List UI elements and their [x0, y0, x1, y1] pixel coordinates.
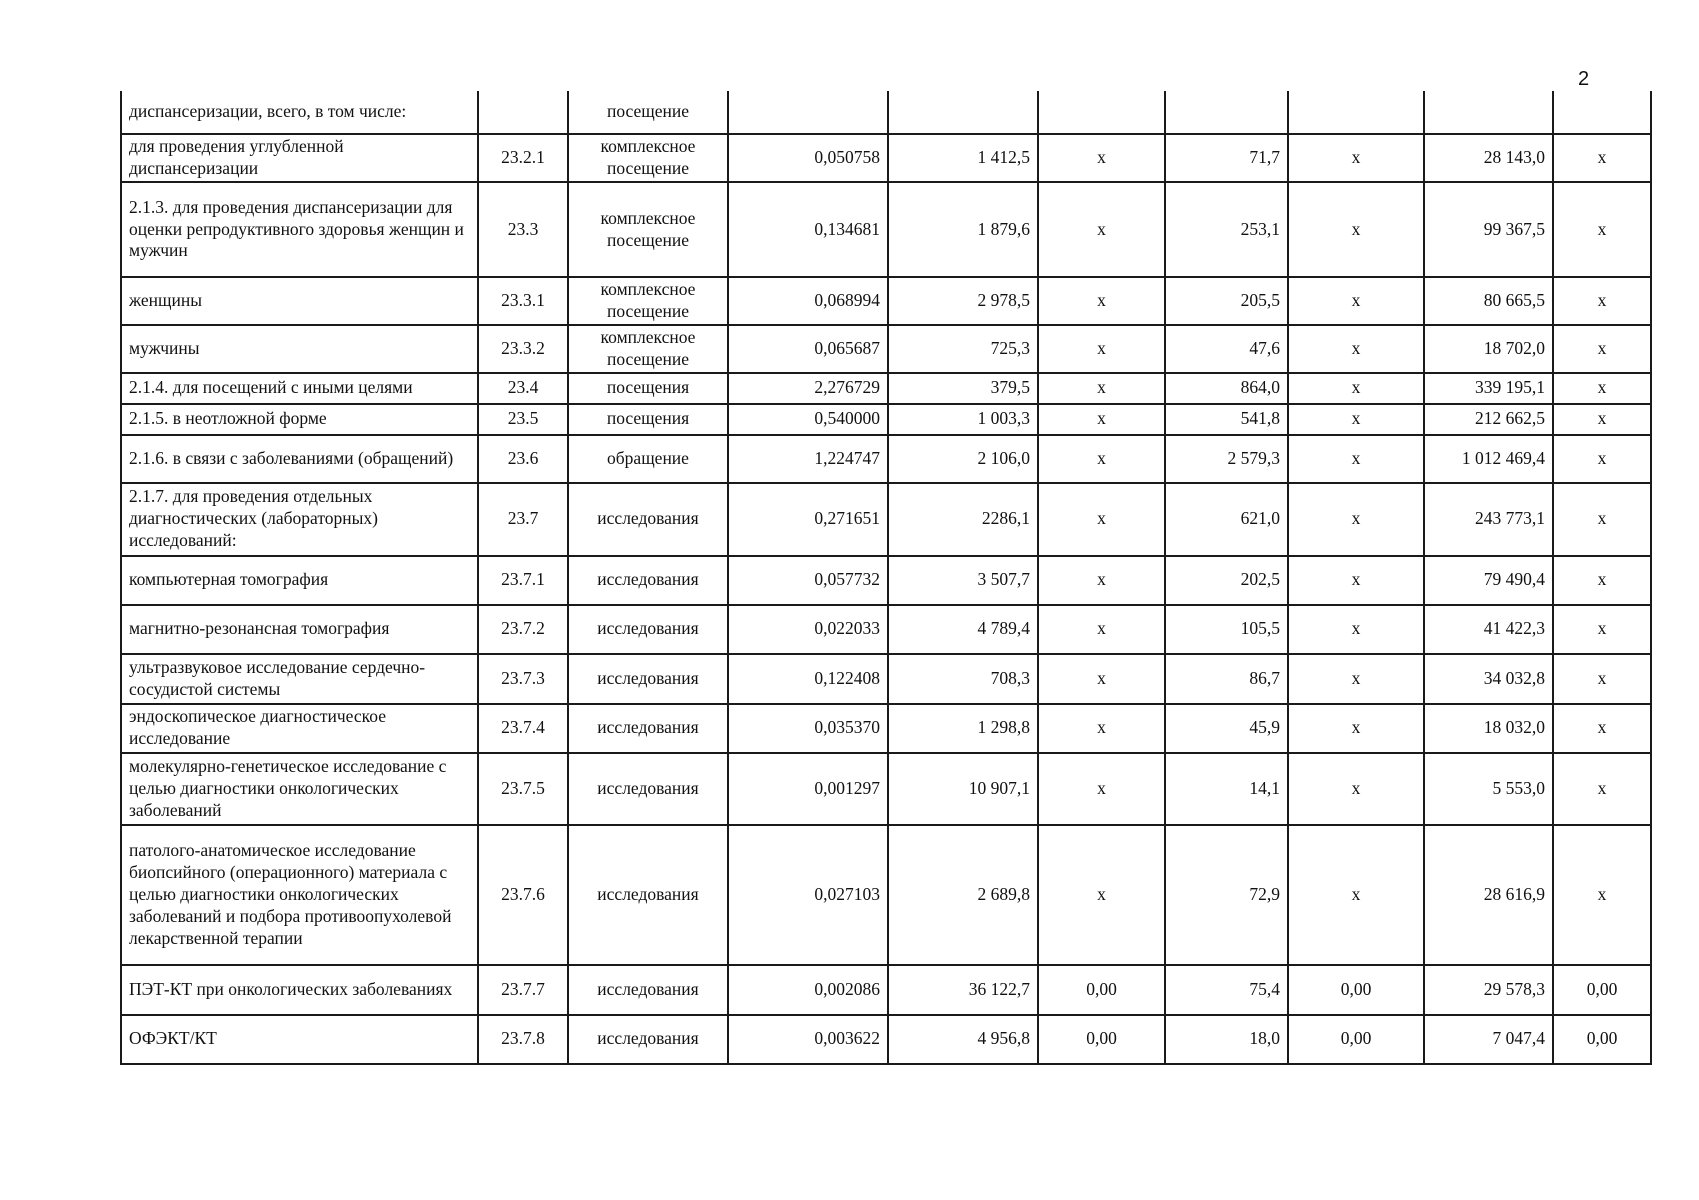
row-c7: 253,1: [1165, 182, 1288, 277]
row-c7: 2 579,3: [1165, 435, 1288, 483]
row-unit: исследования: [568, 605, 728, 654]
row-c8: х: [1288, 134, 1424, 182]
row-c4: 0,050758: [728, 134, 888, 182]
table-row: [121, 134, 1651, 182]
table-row: [121, 965, 1651, 1015]
row-name: женщины: [121, 277, 478, 325]
row-c7: [1165, 91, 1288, 134]
row-c6: х: [1038, 825, 1165, 965]
row-c10: х: [1553, 325, 1651, 373]
row-c9: [1424, 91, 1553, 134]
row-c10: х: [1553, 277, 1651, 325]
row-c4: 0,065687: [728, 325, 888, 373]
row-c9: 18 702,0: [1424, 325, 1553, 373]
row-c6: х: [1038, 753, 1165, 825]
row-c8: х: [1288, 704, 1424, 753]
row-c9: 339 195,1: [1424, 373, 1553, 404]
row-code: [478, 91, 568, 134]
row-c8: х: [1288, 825, 1424, 965]
row-name: 2.1.7. для проведения отдельных диагностических (лабораторных) исследований:: [121, 483, 478, 556]
table-row: [121, 182, 1651, 277]
table-row: [121, 605, 1651, 654]
row-c4: 2,276729: [728, 373, 888, 404]
table-row: [121, 483, 1651, 556]
row-c7: 541,8: [1165, 404, 1288, 435]
row-name: ПЭТ-КТ при онкологических заболеваниях: [121, 965, 478, 1015]
row-name: 2.1.5. в неотложной форме: [121, 404, 478, 435]
row-code: 23.3.2: [478, 325, 568, 373]
row-c6: х: [1038, 373, 1165, 404]
row-code: 23.3.1: [478, 277, 568, 325]
row-c5: 725,3: [888, 325, 1038, 373]
row-code: 23.7.3: [478, 654, 568, 704]
row-unit: обращение: [568, 435, 728, 483]
row-c6: х: [1038, 325, 1165, 373]
row-c4: 0,271651: [728, 483, 888, 556]
row-c10: х: [1553, 704, 1651, 753]
row-c7: 14,1: [1165, 753, 1288, 825]
row-c5: 708,3: [888, 654, 1038, 704]
row-c9: 34 032,8: [1424, 654, 1553, 704]
row-c10: х: [1553, 556, 1651, 605]
row-c7: 72,9: [1165, 825, 1288, 965]
row-c5: 3 507,7: [888, 556, 1038, 605]
row-unit: исследования: [568, 704, 728, 753]
row-c8: х: [1288, 373, 1424, 404]
row-name: для проведения углубленной диспансеризации: [121, 134, 478, 182]
row-unit: комплексное посещение: [568, 134, 728, 182]
row-c7: 105,5: [1165, 605, 1288, 654]
row-name: ОФЭКТ/КТ: [121, 1015, 478, 1064]
row-code: 23.2.1: [478, 134, 568, 182]
row-c6: х: [1038, 704, 1165, 753]
row-c7: 47,6: [1165, 325, 1288, 373]
row-c6: х: [1038, 483, 1165, 556]
row-c9: 29 578,3: [1424, 965, 1553, 1015]
row-c6: х: [1038, 182, 1165, 277]
table-row: [121, 556, 1651, 605]
row-c4: 0,035370: [728, 704, 888, 753]
row-c8: х: [1288, 277, 1424, 325]
row-c7: 864,0: [1165, 373, 1288, 404]
row-name: патолого-анатомическое исследование биопсийного (операционного) материала с целью диагностики онкологических заболеваний и подбора противоопухолевой лекарственной терапии: [121, 825, 478, 965]
row-unit: исследования: [568, 965, 728, 1015]
row-c9: 7 047,4: [1424, 1015, 1553, 1064]
row-c5: 4 789,4: [888, 605, 1038, 654]
row-c5: 2 106,0: [888, 435, 1038, 483]
row-code: 23.4: [478, 373, 568, 404]
row-c4: 0,027103: [728, 825, 888, 965]
table-row: [121, 435, 1651, 483]
row-c7: 18,0: [1165, 1015, 1288, 1064]
row-c4: 0,057732: [728, 556, 888, 605]
row-code: 23.7.4: [478, 704, 568, 753]
row-code: 23.6: [478, 435, 568, 483]
row-c9: 28 143,0: [1424, 134, 1553, 182]
row-c10: х: [1553, 483, 1651, 556]
row-code: 23.7.5: [478, 753, 568, 825]
row-c5: 1 879,6: [888, 182, 1038, 277]
row-code: 23.7.8: [478, 1015, 568, 1064]
row-name: магнитно-резонансная томография: [121, 605, 478, 654]
row-c6: х: [1038, 134, 1165, 182]
row-c9: 212 662,5: [1424, 404, 1553, 435]
row-c8: х: [1288, 325, 1424, 373]
row-c4: 0,002086: [728, 965, 888, 1015]
row-name: ультразвуковое исследование сердечно-сосудистой системы: [121, 654, 478, 704]
row-c9: 1 012 469,4: [1424, 435, 1553, 483]
row-c8: х: [1288, 435, 1424, 483]
row-c6: х: [1038, 277, 1165, 325]
table-row: [121, 654, 1651, 704]
row-c9: 5 553,0: [1424, 753, 1553, 825]
row-c7: 202,5: [1165, 556, 1288, 605]
row-c7: 86,7: [1165, 654, 1288, 704]
row-c7: 205,5: [1165, 277, 1288, 325]
row-code: 23.7: [478, 483, 568, 556]
row-c4: 0,134681: [728, 182, 888, 277]
row-c5: 2 689,8: [888, 825, 1038, 965]
row-c5: 10 907,1: [888, 753, 1038, 825]
row-c10: х: [1553, 753, 1651, 825]
table-row: [121, 373, 1651, 404]
row-c7: 45,9: [1165, 704, 1288, 753]
row-unit: комплексное посещение: [568, 325, 728, 373]
row-c5: 4 956,8: [888, 1015, 1038, 1064]
row-c6: х: [1038, 556, 1165, 605]
row-name: 2.1.6. в связи с заболеваниями (обращений): [121, 435, 478, 483]
row-c8: х: [1288, 753, 1424, 825]
row-name: молекулярно-генетическое исследование с целью диагностики онкологических заболеваний: [121, 753, 478, 825]
row-unit: исследования: [568, 483, 728, 556]
row-c6: х: [1038, 605, 1165, 654]
row-c8: 0,00: [1288, 1015, 1424, 1064]
row-code: 23.7.7: [478, 965, 568, 1015]
row-c9: 79 490,4: [1424, 556, 1553, 605]
row-c4: 1,224747: [728, 435, 888, 483]
row-c10: х: [1553, 435, 1651, 483]
row-code: 23.7.2: [478, 605, 568, 654]
row-c4: 0,003622: [728, 1015, 888, 1064]
row-c4: [728, 91, 888, 134]
row-name: компьютерная томография: [121, 556, 478, 605]
row-c6: х: [1038, 435, 1165, 483]
row-name: 2.1.4. для посещений с иными целями: [121, 373, 478, 404]
row-c5: 1 412,5: [888, 134, 1038, 182]
row-c5: 2286,1: [888, 483, 1038, 556]
row-code: 23.3: [478, 182, 568, 277]
row-c8: х: [1288, 605, 1424, 654]
row-name: диспансеризации, всего, в том числе:: [121, 91, 478, 134]
row-c8: [1288, 91, 1424, 134]
row-unit: комплексное посещение: [568, 182, 728, 277]
row-c9: 18 032,0: [1424, 704, 1553, 753]
row-c9: 28 616,9: [1424, 825, 1553, 965]
row-c9: 99 367,5: [1424, 182, 1553, 277]
row-c9: 41 422,3: [1424, 605, 1553, 654]
row-unit: посещения: [568, 404, 728, 435]
row-unit: посещение: [568, 91, 728, 134]
row-unit: посещения: [568, 373, 728, 404]
row-c10: х: [1553, 404, 1651, 435]
table-row: [121, 753, 1651, 825]
table-row: [121, 277, 1651, 325]
row-c5: [888, 91, 1038, 134]
row-unit: исследования: [568, 556, 728, 605]
row-c8: х: [1288, 404, 1424, 435]
row-c10: х: [1553, 182, 1651, 277]
row-c4: 0,001297: [728, 753, 888, 825]
row-c6: х: [1038, 404, 1165, 435]
row-c8: х: [1288, 654, 1424, 704]
row-c9: 243 773,1: [1424, 483, 1553, 556]
row-unit: исследования: [568, 654, 728, 704]
table-row: [121, 91, 1651, 134]
row-c10: х: [1553, 825, 1651, 965]
row-c10: х: [1553, 134, 1651, 182]
row-name: 2.1.3. для проведения диспансеризации для оценки репродуктивного здоровья женщин и мужчин: [121, 182, 478, 277]
row-c9: 80 665,5: [1424, 277, 1553, 325]
table-row: [121, 1015, 1651, 1064]
row-c5: 379,5: [888, 373, 1038, 404]
table-row: [121, 325, 1651, 373]
row-c4: 0,068994: [728, 277, 888, 325]
row-c8: х: [1288, 556, 1424, 605]
row-c10: [1553, 91, 1651, 134]
row-c10: х: [1553, 373, 1651, 404]
row-code: 23.7.6: [478, 825, 568, 965]
row-code: 23.7.1: [478, 556, 568, 605]
row-unit: комплексное посещение: [568, 277, 728, 325]
row-c8: х: [1288, 483, 1424, 556]
row-c4: 0,022033: [728, 605, 888, 654]
row-c5: 36 122,7: [888, 965, 1038, 1015]
row-c5: 1 298,8: [888, 704, 1038, 753]
row-c7: 71,7: [1165, 134, 1288, 182]
row-c8: 0,00: [1288, 965, 1424, 1015]
page-number: 2: [1578, 68, 1590, 90]
row-c7: 75,4: [1165, 965, 1288, 1015]
row-unit: исследования: [568, 825, 728, 965]
row-c4: 0,540000: [728, 404, 888, 435]
row-name: эндоскопическое диагностическое исследование: [121, 704, 478, 753]
row-c10: х: [1553, 605, 1651, 654]
row-c6: 0,00: [1038, 965, 1165, 1015]
table-row: [121, 825, 1651, 965]
row-c4: 0,122408: [728, 654, 888, 704]
row-c7: 621,0: [1165, 483, 1288, 556]
table-row: [121, 404, 1651, 435]
table-row: [121, 704, 1651, 753]
row-c8: х: [1288, 182, 1424, 277]
row-c10: 0,00: [1553, 1015, 1651, 1064]
row-c5: 1 003,3: [888, 404, 1038, 435]
volumes-table: [120, 91, 1652, 1065]
row-code: 23.5: [478, 404, 568, 435]
row-unit: исследования: [568, 753, 728, 825]
row-unit: исследования: [568, 1015, 728, 1064]
row-c10: 0,00: [1553, 965, 1651, 1015]
row-c6: [1038, 91, 1165, 134]
row-c10: х: [1553, 654, 1651, 704]
row-c5: 2 978,5: [888, 277, 1038, 325]
row-c6: 0,00: [1038, 1015, 1165, 1064]
row-name: мужчины: [121, 325, 478, 373]
row-c6: х: [1038, 654, 1165, 704]
